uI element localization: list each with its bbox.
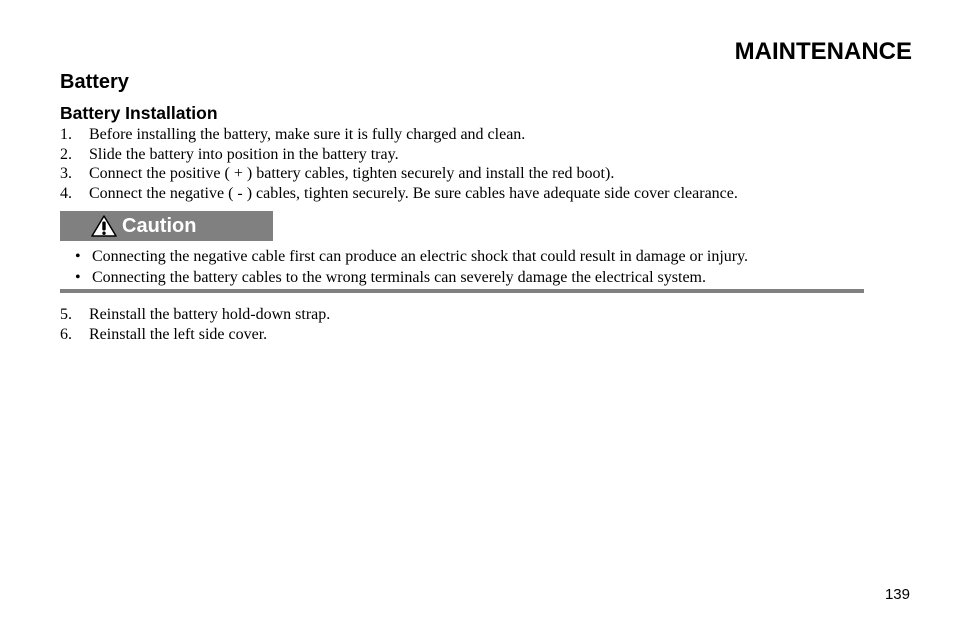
list-item bbox=[60, 145, 738, 165]
section-title: MAINTENANCE bbox=[734, 38, 912, 65]
installation-steps-list bbox=[60, 125, 738, 203]
step-number: 2. bbox=[60, 145, 72, 163]
caution-label: Caution bbox=[122, 215, 197, 237]
list-item bbox=[75, 247, 748, 268]
final-steps-list bbox=[60, 305, 330, 344]
step-number: 5. bbox=[60, 306, 72, 323]
caution-banner bbox=[60, 211, 273, 241]
step-text: Connect the negative ( - ) cables, tighten securely. Be sure cables have adequate side cover clearance. bbox=[89, 184, 738, 202]
list-item bbox=[60, 164, 738, 184]
step-number: 4. bbox=[60, 184, 72, 202]
caution-divider bbox=[60, 289, 864, 293]
warning-triangle-icon bbox=[91, 215, 117, 237]
list-item bbox=[60, 184, 738, 204]
page-number: 139 bbox=[884, 586, 910, 603]
step-number: 3. bbox=[60, 165, 72, 182]
step-text: Before installing the battery, make sure it is fully charged and clean. bbox=[89, 126, 526, 143]
step-number: 6. bbox=[60, 325, 72, 343]
step-number: 1. bbox=[60, 126, 72, 143]
subsection-title: Battery Installation bbox=[60, 103, 218, 123]
list-item bbox=[75, 268, 748, 289]
bullet: • bbox=[75, 268, 81, 286]
step-text: Slide the battery into position in the battery tray. bbox=[89, 145, 399, 163]
caution-list bbox=[75, 247, 748, 288]
list-item bbox=[60, 325, 330, 345]
step-text: Reinstall the left side cover. bbox=[89, 325, 268, 343]
bullet: • bbox=[75, 248, 81, 265]
caution-text: Connecting the battery cables to the wrong terminals can severely damage the electrical system. bbox=[92, 268, 706, 286]
list-item bbox=[60, 305, 330, 325]
list-item bbox=[60, 125, 738, 145]
step-text: Connect the positive ( + ) battery cables, tighten securely and install the red boot). bbox=[89, 165, 615, 182]
caution-text: Connecting the negative cable first can produce an electric shock that could result in damage or injury. bbox=[92, 248, 749, 265]
step-text: Reinstall the battery hold-down strap. bbox=[89, 306, 331, 323]
page-title: Battery bbox=[60, 71, 129, 93]
